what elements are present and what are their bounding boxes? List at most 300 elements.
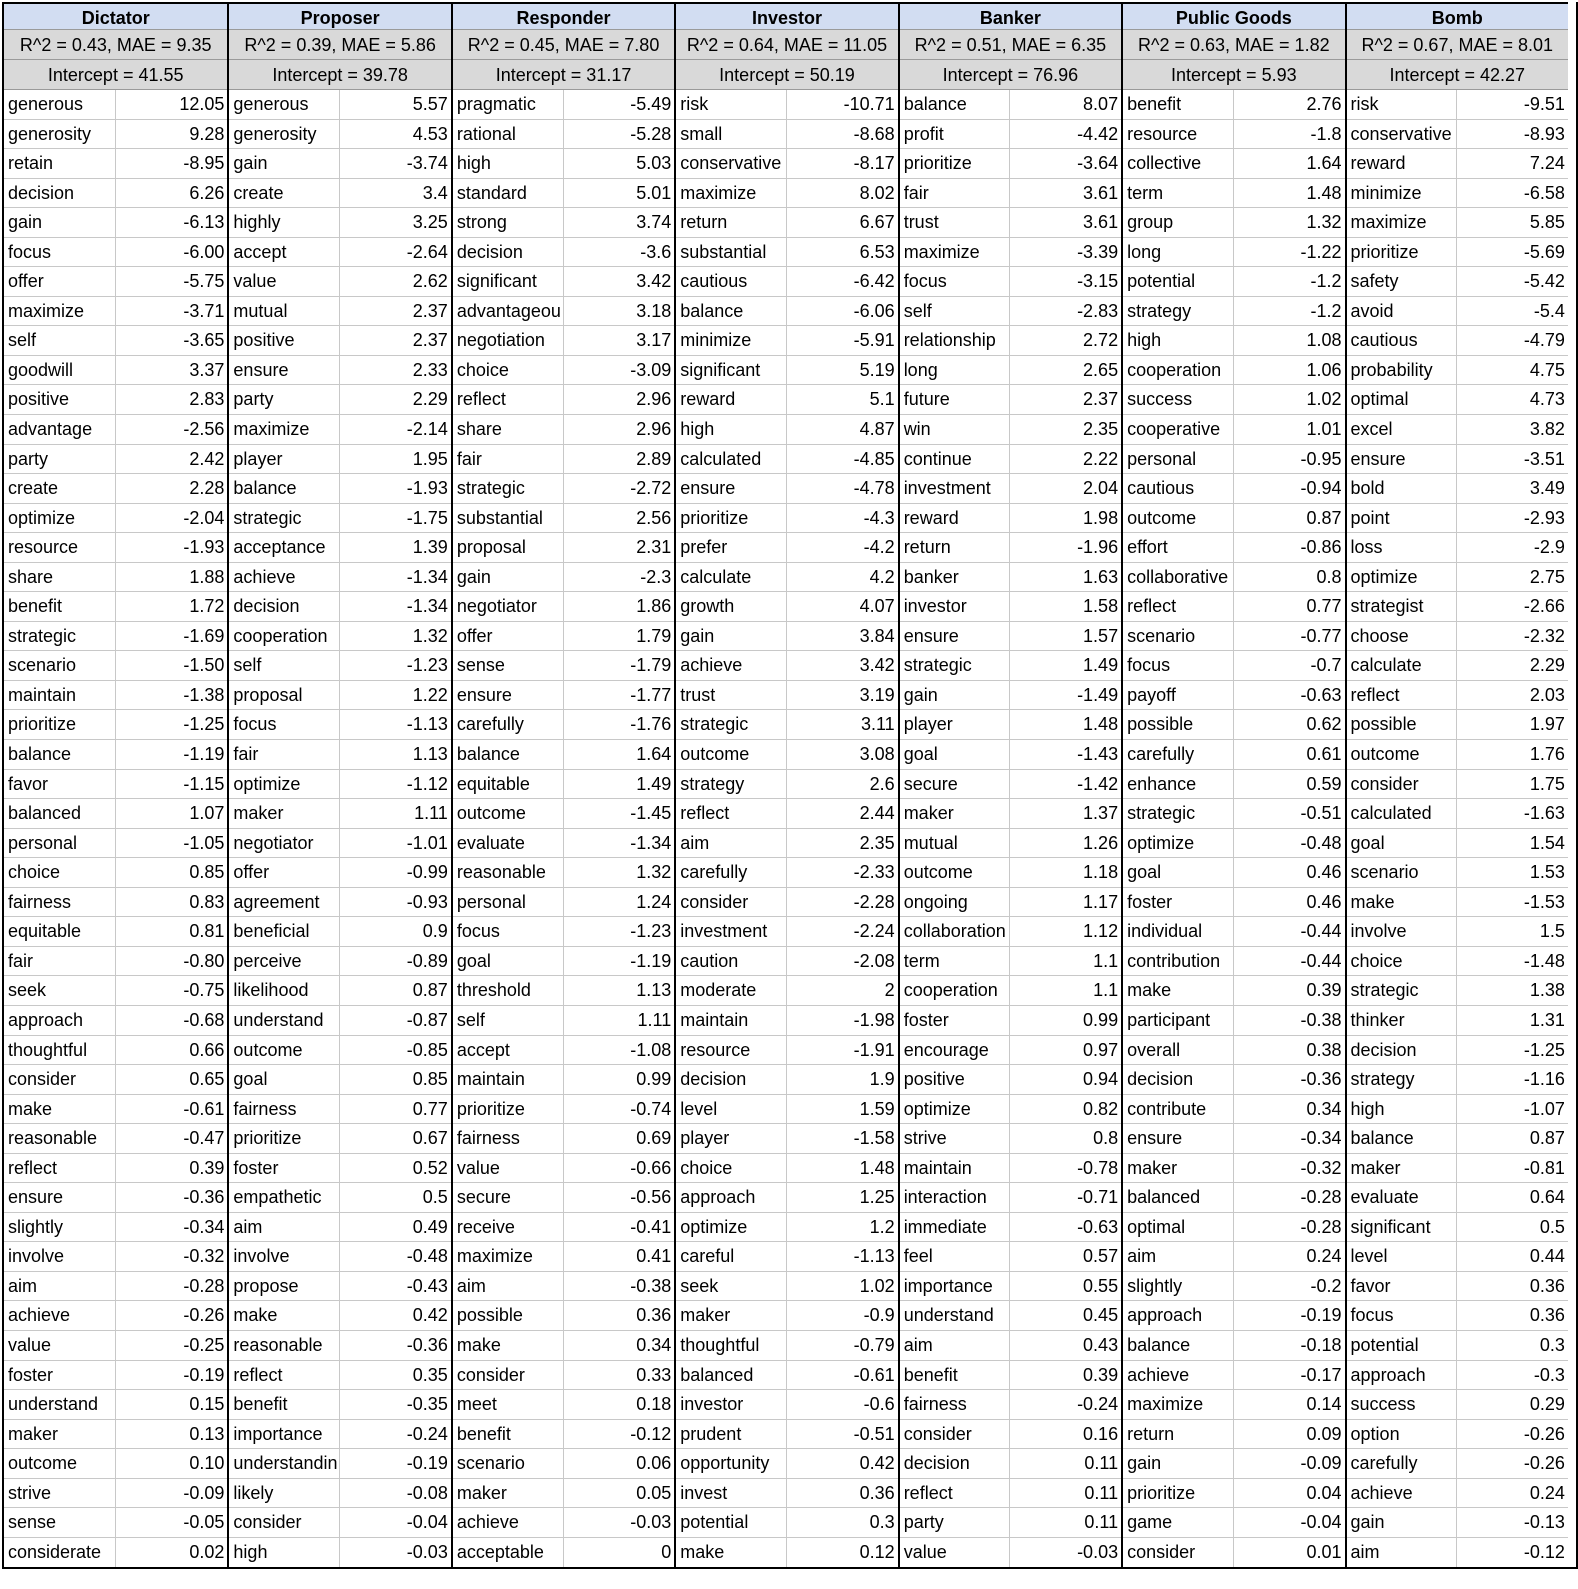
word-cell: opportunity xyxy=(676,1449,787,1478)
coefficient-cell: 0.36 xyxy=(1529,1305,1565,1326)
table-row xyxy=(229,1361,450,1391)
word-cell: make xyxy=(229,1301,340,1330)
word-cell: agreement xyxy=(229,888,340,917)
coefficient-cell: -1.12 xyxy=(406,773,448,794)
table-row xyxy=(1347,120,1568,150)
coefficient-cell: 3.42 xyxy=(859,655,895,676)
coefficient-cell: 2.44 xyxy=(859,803,895,824)
table-row xyxy=(1347,267,1568,297)
table-row xyxy=(453,563,674,593)
coefficient-cell: 1.01 xyxy=(1306,419,1342,440)
table-row xyxy=(1123,1420,1344,1450)
coefficient-cell: -3.65 xyxy=(183,330,225,351)
word-cell: future xyxy=(900,385,1011,414)
word-cell: balance xyxy=(229,474,340,503)
table-row xyxy=(900,740,1121,770)
coefficient-cell: -1.34 xyxy=(630,832,672,853)
word-cell: collaborative xyxy=(1123,563,1234,592)
table-row xyxy=(1123,90,1344,120)
coefficient-cell: -0.24 xyxy=(1077,1394,1119,1415)
coefficient-cell: -3.51 xyxy=(1523,448,1565,469)
coefficient-cell: -5.49 xyxy=(630,94,672,114)
word-cell: cooperation xyxy=(229,622,340,651)
coefficient-cell: -2.93 xyxy=(1523,507,1565,528)
game-title: Bomb xyxy=(1347,2,1568,30)
word-cell: cautious xyxy=(1347,326,1458,355)
table-row xyxy=(1347,1449,1568,1479)
word-cell: cooperation xyxy=(1123,356,1234,385)
coefficient-cell: -2.33 xyxy=(853,862,895,883)
coefficient-cell: 0.52 xyxy=(412,1157,448,1178)
table-row xyxy=(4,888,227,918)
word-cell: optimize xyxy=(229,770,340,799)
fit-statistics: R^2 = 0.43, MAE = 9.35 xyxy=(4,30,227,60)
word-cell: balance xyxy=(4,740,116,769)
coefficient-cell: 3.84 xyxy=(859,625,895,646)
word-cell: personal xyxy=(4,829,116,858)
word-cell: maximize xyxy=(1123,1390,1234,1419)
table-row xyxy=(4,799,227,829)
table-row xyxy=(676,1331,897,1361)
coefficient-cell: 2.56 xyxy=(636,507,672,528)
word-cell: significant xyxy=(1347,1213,1458,1242)
table-row xyxy=(676,120,897,150)
table-row xyxy=(1123,947,1344,977)
word-cell: secure xyxy=(453,1183,564,1212)
word-cell: propose xyxy=(229,1272,340,1301)
word-cell: reward xyxy=(900,504,1011,533)
coefficient-cell: 1.95 xyxy=(412,448,448,469)
table-row xyxy=(900,208,1121,238)
table-row xyxy=(229,1272,450,1302)
table-row xyxy=(676,385,897,415)
word-cell: choice xyxy=(453,356,564,385)
coefficient-cell: 0.87 xyxy=(1529,1128,1565,1149)
table-row xyxy=(4,858,227,888)
coefficient-cell: 0.10 xyxy=(189,1453,225,1474)
table-row xyxy=(229,1183,450,1213)
table-row xyxy=(1123,149,1344,179)
coefficient-cell: 5.85 xyxy=(1529,212,1565,233)
coefficient-cell: 1.53 xyxy=(1529,862,1565,883)
coefficient-cell: 2.83 xyxy=(189,389,225,410)
table-row xyxy=(229,1538,450,1568)
coefficient-cell: -0.28 xyxy=(1300,1216,1342,1237)
table-row xyxy=(676,829,897,859)
word-cell: overall xyxy=(1123,1036,1234,1065)
word-cell: decision xyxy=(1123,1065,1234,1094)
table-row xyxy=(4,1272,227,1302)
game-column xyxy=(4,2,227,1567)
table-row xyxy=(229,267,450,297)
word-cell: maximize xyxy=(453,1242,564,1271)
coefficient-cell: -3.39 xyxy=(1077,241,1119,262)
coefficient-cell: 4.87 xyxy=(859,419,895,440)
coefficient-cell: 1.13 xyxy=(636,980,672,1001)
word-cell: achieve xyxy=(4,1301,116,1330)
word-cell: focus xyxy=(1123,651,1234,680)
coefficient-cell: 1.5 xyxy=(1539,921,1565,942)
word-cell: excel xyxy=(1347,415,1458,444)
word-cell: optimize xyxy=(676,1213,787,1242)
table-row xyxy=(1123,120,1344,150)
table-row xyxy=(1347,1538,1568,1568)
coefficient-cell: 1.57 xyxy=(1083,625,1119,646)
coefficient-cell: 1.64 xyxy=(1306,153,1342,174)
coefficient-cell: -2.3 xyxy=(640,566,672,587)
word-cell: approach xyxy=(4,1006,116,1035)
coefficient-cell: -4.3 xyxy=(863,507,895,528)
word-cell: maker xyxy=(900,799,1011,828)
table-row xyxy=(229,858,450,888)
table-row xyxy=(676,1006,897,1036)
word-cell: gain xyxy=(900,681,1011,710)
word-cell: outcome xyxy=(4,1449,116,1478)
word-cell: game xyxy=(1123,1508,1234,1537)
word-cell: seek xyxy=(676,1272,787,1301)
table-row xyxy=(900,533,1121,563)
coefficient-cell: 2.76 xyxy=(1306,94,1342,114)
table-row xyxy=(4,356,227,386)
table-row xyxy=(4,1301,227,1331)
coefficient-cell: 3.18 xyxy=(636,300,672,321)
word-cell: avoid xyxy=(1347,297,1458,326)
coefficient-cell: -2.9 xyxy=(1533,537,1565,558)
fit-statistics: R^2 = 0.45, MAE = 7.80 xyxy=(453,30,674,60)
table-row xyxy=(900,1449,1121,1479)
coefficient-cell: 0.99 xyxy=(1083,1009,1119,1030)
table-row xyxy=(1123,445,1344,475)
coefficient-cell: 0.55 xyxy=(1083,1275,1119,1296)
table-row xyxy=(1123,592,1344,622)
table-row xyxy=(676,592,897,622)
word-cell: strategic xyxy=(4,622,116,651)
word-cell: fairness xyxy=(900,1390,1011,1419)
table-row xyxy=(1347,179,1568,209)
table-row xyxy=(900,651,1121,681)
word-cell: calculate xyxy=(1347,651,1458,680)
word-cell: personal xyxy=(1123,445,1234,474)
coefficient-cell: 3.19 xyxy=(859,684,895,705)
word-cell: investment xyxy=(900,474,1011,503)
table-row xyxy=(1123,770,1344,800)
word-cell: slightly xyxy=(1123,1272,1234,1301)
coefficient-cell: 0.39 xyxy=(1083,1364,1119,1385)
word-cell: gain xyxy=(229,149,340,178)
table-row xyxy=(453,1479,674,1509)
word-cell: prioritize xyxy=(1347,238,1458,267)
coefficient-cell: -0.79 xyxy=(853,1334,895,1355)
coefficient-cell: -8.95 xyxy=(183,153,225,174)
coefficient-cell: 0.12 xyxy=(859,1541,895,1562)
table-row xyxy=(4,504,227,534)
coefficient-cell: 0.43 xyxy=(1083,1334,1119,1355)
word-cell: high xyxy=(229,1538,340,1568)
table-row xyxy=(1123,504,1344,534)
table-row xyxy=(1123,1479,1344,1509)
table-row xyxy=(676,90,897,120)
table-row xyxy=(676,1390,897,1420)
word-cell: gain xyxy=(4,208,116,237)
coefficient-cell: 0.09 xyxy=(1306,1423,1342,1444)
coefficient-cell: 1.75 xyxy=(1529,773,1565,794)
word-cell: benefit xyxy=(1123,90,1234,119)
word-cell: negotiator xyxy=(229,829,340,858)
word-cell: generosity xyxy=(4,120,116,149)
coefficient-cell: -4.78 xyxy=(853,478,895,499)
coefficient-cell: -1.05 xyxy=(183,832,225,853)
table-row xyxy=(4,1420,227,1450)
table-row xyxy=(229,179,450,209)
word-cell: maker xyxy=(453,1479,564,1508)
table-row xyxy=(900,1095,1121,1125)
coefficient-cell: 1.25 xyxy=(859,1187,895,1208)
word-cell: participant xyxy=(1123,1006,1234,1035)
table-row xyxy=(1123,1449,1344,1479)
word-cell: achieve xyxy=(229,563,340,592)
word-cell: reflect xyxy=(676,799,787,828)
coefficient-cell: -1.16 xyxy=(1523,1069,1565,1090)
word-cell: immediate xyxy=(900,1213,1011,1242)
coefficient-cell: 2.37 xyxy=(412,300,448,321)
table-row xyxy=(453,888,674,918)
coefficient-cell: 2.72 xyxy=(1083,330,1119,351)
table-row xyxy=(229,326,450,356)
table-row xyxy=(4,651,227,681)
word-cell: significant xyxy=(453,267,564,296)
coefficient-cell: -0.93 xyxy=(406,891,448,912)
coefficient-cell: -0.7 xyxy=(1310,655,1342,676)
coefficient-cell: -0.81 xyxy=(1523,1157,1565,1178)
word-cell: offer xyxy=(4,267,116,296)
word-cell: aim xyxy=(676,829,787,858)
coefficient-cell: 4.2 xyxy=(869,566,895,587)
game-title: Responder xyxy=(453,2,674,30)
coefficient-cell: -1.13 xyxy=(853,1246,895,1267)
word-cell: strategic xyxy=(1123,799,1234,828)
word-cell: strategic xyxy=(1347,976,1458,1005)
coefficient-cell: 3.37 xyxy=(189,359,225,380)
word-cell: value xyxy=(453,1154,564,1183)
table-row xyxy=(4,770,227,800)
table-row xyxy=(229,1006,450,1036)
word-cell: share xyxy=(4,563,116,592)
coefficient-cell: -4.42 xyxy=(1077,123,1119,144)
coefficient-cell: -0.68 xyxy=(183,1009,225,1030)
table-row xyxy=(900,1361,1121,1391)
coefficient-cell: -0.51 xyxy=(853,1423,895,1444)
table-row xyxy=(900,888,1121,918)
word-cell: balance xyxy=(900,90,1011,119)
coefficient-cell: 0.04 xyxy=(1306,1482,1342,1503)
word-cell: party xyxy=(229,385,340,414)
word-cell: prioritize xyxy=(676,504,787,533)
table-row xyxy=(900,563,1121,593)
coefficient-cell: -6.00 xyxy=(183,241,225,262)
coefficient-cell: -1.49 xyxy=(1077,684,1119,705)
word-cell: encourage xyxy=(900,1036,1011,1065)
word-cell: contribution xyxy=(1123,947,1234,976)
table-row xyxy=(453,1006,674,1036)
word-cell: choice xyxy=(676,1154,787,1183)
coefficient-cell: -0.36 xyxy=(406,1334,448,1355)
coefficient-cell: -0.95 xyxy=(1300,448,1342,469)
coefficient-cell: 1.06 xyxy=(1306,359,1342,380)
coefficient-cell: -0.66 xyxy=(630,1157,672,1178)
table-row xyxy=(4,1538,227,1568)
fit-statistics: R^2 = 0.51, MAE = 6.35 xyxy=(900,30,1121,60)
table-row xyxy=(4,1242,227,1272)
coefficient-cell: -0.44 xyxy=(1300,921,1342,942)
table-row xyxy=(4,829,227,859)
coefficient-cell: 1.49 xyxy=(1083,655,1119,676)
word-cell: reflect xyxy=(453,385,564,414)
intercept-value: Intercept = 42.27 xyxy=(1347,60,1568,90)
coefficient-cell: -0.48 xyxy=(406,1246,448,1267)
coefficient-cell: 5.19 xyxy=(859,359,895,380)
table-row xyxy=(1347,474,1568,504)
table-row xyxy=(676,1154,897,1184)
table-row xyxy=(1123,710,1344,740)
coefficient-cell: 1.24 xyxy=(636,891,672,912)
word-cell: maker xyxy=(1347,1154,1458,1183)
table-row xyxy=(4,1390,227,1420)
word-cell: prioritize xyxy=(229,1124,340,1153)
word-cell: offer xyxy=(229,858,340,887)
coefficient-cell: -1.38 xyxy=(183,684,225,705)
table-row xyxy=(676,326,897,356)
table-row xyxy=(900,1390,1121,1420)
table-row xyxy=(453,829,674,859)
table-row xyxy=(453,858,674,888)
word-cell: mutual xyxy=(900,829,1011,858)
table-row xyxy=(453,385,674,415)
word-cell: benefit xyxy=(900,1361,1011,1390)
table-row xyxy=(1347,1213,1568,1243)
coefficient-cell: 8.02 xyxy=(859,182,895,203)
word-cell: reflect xyxy=(1123,592,1234,621)
table-row xyxy=(453,1361,674,1391)
coefficient-cell: 1.32 xyxy=(412,625,448,646)
table-row xyxy=(4,149,227,179)
word-cell: accept xyxy=(229,238,340,267)
word-cell: self xyxy=(4,326,116,355)
table-row xyxy=(4,563,227,593)
word-cell: advantage xyxy=(4,415,116,444)
coefficient-cell: -1.2 xyxy=(1310,300,1342,321)
coefficient-cell: -0.43 xyxy=(406,1275,448,1296)
word-cell: self xyxy=(900,297,1011,326)
word-cell: risk xyxy=(676,90,787,119)
word-cell: carefully xyxy=(676,858,787,887)
word-cell: return xyxy=(1123,1420,1234,1449)
coefficient-cell: 4.73 xyxy=(1529,389,1565,410)
coefficient-cell: 2 xyxy=(884,980,895,1001)
table-row xyxy=(453,1154,674,1184)
coefficient-cell: 5.1 xyxy=(869,389,895,410)
table-row xyxy=(1123,297,1344,327)
word-cell: outcome xyxy=(676,740,787,769)
table-row xyxy=(4,976,227,1006)
table-row xyxy=(676,1242,897,1272)
coefficient-cell: 1.37 xyxy=(1083,803,1119,824)
word-cell: small xyxy=(676,120,787,149)
table-row xyxy=(1123,681,1344,711)
table-row xyxy=(900,976,1121,1006)
table-row xyxy=(1123,326,1344,356)
word-cell: strive xyxy=(900,1124,1011,1153)
table-row xyxy=(229,90,450,120)
table-row xyxy=(1123,622,1344,652)
coefficient-cell: -0.6 xyxy=(863,1394,895,1415)
table-row xyxy=(229,651,450,681)
table-row xyxy=(1347,149,1568,179)
word-cell: achieve xyxy=(453,1508,564,1537)
table-row xyxy=(1347,90,1568,120)
coefficient-cell: -0.77 xyxy=(1300,625,1342,646)
coefficient-cell: 1.02 xyxy=(1306,389,1342,410)
table-row xyxy=(676,415,897,445)
table-row xyxy=(229,710,450,740)
coefficient-cell: 0.16 xyxy=(1083,1423,1119,1444)
word-cell: high xyxy=(676,415,787,444)
coefficient-cell: 3.74 xyxy=(636,212,672,233)
coefficient-cell: -1.34 xyxy=(406,596,448,617)
table-row xyxy=(453,622,674,652)
word-cell: maker xyxy=(676,1301,787,1330)
coefficient-cell: -0.32 xyxy=(1300,1157,1342,1178)
word-cell: carefully xyxy=(1347,1449,1458,1478)
word-cell: minimize xyxy=(676,326,787,355)
intercept-value: Intercept = 31.17 xyxy=(453,60,674,90)
word-cell: prioritize xyxy=(4,710,116,739)
fit-statistics: R^2 = 0.64, MAE = 11.05 xyxy=(676,30,897,60)
word-cell: reward xyxy=(676,385,787,414)
table-row xyxy=(900,1213,1121,1243)
word-cell: substantial xyxy=(676,238,787,267)
word-cell: cautious xyxy=(676,267,787,296)
coefficient-cell: 1.97 xyxy=(1529,714,1565,735)
coefficient-cell: 1.02 xyxy=(859,1275,895,1296)
word-cell: optimal xyxy=(1123,1213,1234,1242)
coefficient-cell: 6.53 xyxy=(859,241,895,262)
table-row xyxy=(229,445,450,475)
word-cell: reflect xyxy=(229,1361,340,1390)
table-row xyxy=(229,829,450,859)
coefficient-cell: -0.26 xyxy=(183,1305,225,1326)
word-cell: player xyxy=(900,710,1011,739)
word-cell: create xyxy=(229,179,340,208)
coefficient-cell: 0.01 xyxy=(1306,1541,1342,1562)
word-cell: aim xyxy=(1123,1242,1234,1271)
coefficient-cell: -0.61 xyxy=(853,1364,895,1385)
table-row xyxy=(1347,445,1568,475)
table-row xyxy=(1347,976,1568,1006)
word-cell: sense xyxy=(453,651,564,680)
word-cell: decision xyxy=(676,1065,787,1094)
coefficient-cell: 0.24 xyxy=(1529,1482,1565,1503)
table-row xyxy=(1123,474,1344,504)
coefficient-cell: -0.09 xyxy=(1300,1453,1342,1474)
coefficient-cell: 0.69 xyxy=(636,1128,672,1149)
word-cell: strive xyxy=(4,1479,116,1508)
word-cell: advantageou xyxy=(453,297,564,326)
word-cell: consider xyxy=(676,888,787,917)
coefficient-cell: 0.65 xyxy=(189,1069,225,1090)
coefficient-cell: -1.07 xyxy=(1523,1098,1565,1119)
coefficient-cell: 0.8 xyxy=(1093,1128,1119,1149)
table-row xyxy=(676,208,897,238)
